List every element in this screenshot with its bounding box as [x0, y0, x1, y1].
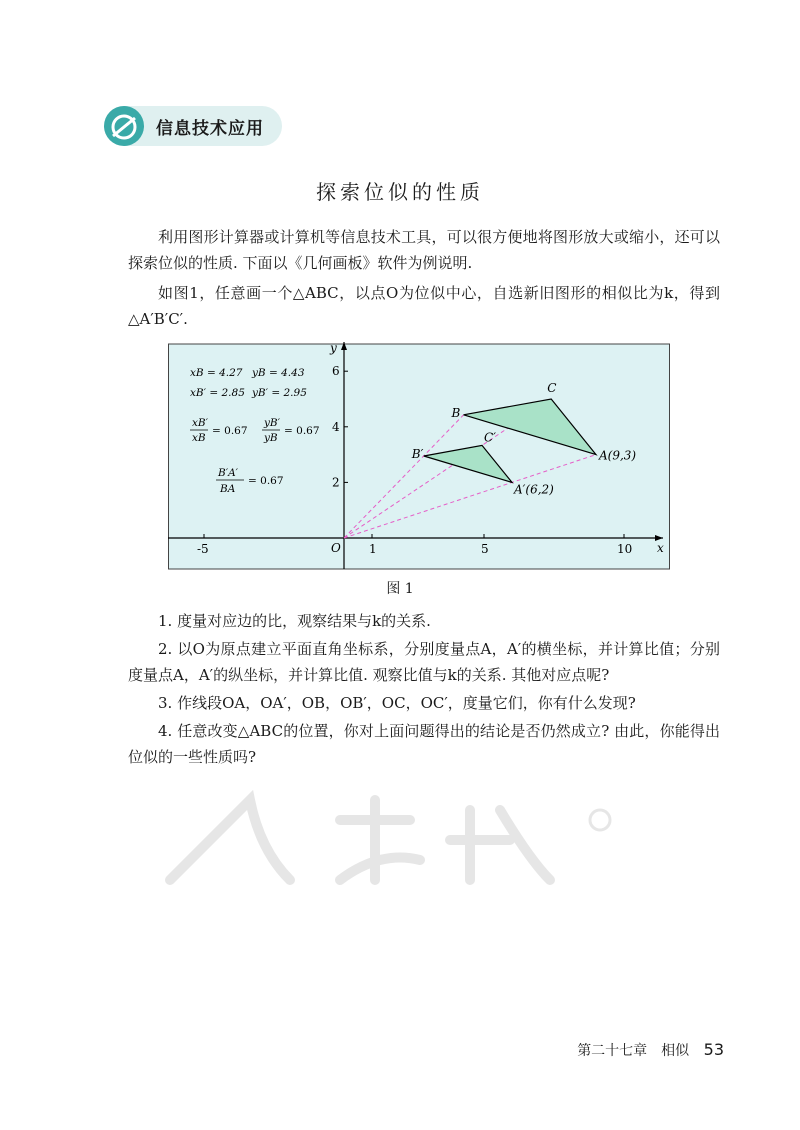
x-tick-label: 1 — [369, 542, 377, 556]
y-tick-label: 4 — [332, 419, 340, 434]
frac-x-num: xB′ — [192, 417, 209, 429]
measure-xB: xB = 4.27 — [190, 367, 243, 379]
point-label-b: B — [451, 405, 461, 420]
publisher-watermark — [150, 790, 630, 890]
page-footer — [577, 1040, 724, 1060]
question-list — [128, 608, 720, 772]
frac-seg-den: BA — [220, 483, 236, 495]
measure-yB: yB = 4.43 — [252, 367, 305, 379]
x-tick-label: -5 — [197, 542, 209, 556]
y-tick-label: 6 — [332, 364, 340, 379]
question-3: 3. 作线段OA，OA′，OB，OB′，OC，OC′，度量它们，你有什么发现? — [158, 694, 636, 712]
frac-y-den: yB — [264, 432, 278, 444]
intro-paragraph-1: 利用图形计算器或计算机等信息技术工具，可以很方便地将图形放大或缩小，还可以探索位似的性质. 下面以《几何画板》软件为例说明. — [128, 228, 720, 272]
chapter-title: 第二十七章 相似 — [577, 1043, 690, 1059]
section-badge — [104, 106, 282, 146]
ratio-y: = 0.67 — [284, 425, 320, 437]
frac-y-num: yB′ — [264, 417, 281, 429]
figure-caption: 图 1 — [386, 581, 414, 597]
intro-paragraph-2: 如图1，任意画一个△ABC，以点O为位似中心，自选新旧图形的相似比为k，得到△A′B′C′. — [128, 284, 720, 328]
point-label-b2: B′ — [411, 446, 424, 461]
point-label-a2: A′(6,2) — [514, 482, 554, 497]
y-axis-label: y — [330, 341, 337, 355]
origin-label: O — [331, 541, 341, 555]
x-tick-label: 5 — [481, 542, 489, 556]
page-title: 探索位似的性质 — [316, 180, 484, 204]
question-1: 1. 度量对应边的比，观察结果与k的关系. — [158, 612, 431, 630]
frac-x-den: xB — [192, 432, 206, 444]
x-axis-label: x — [657, 541, 664, 555]
point-label-c2: C′ — [484, 430, 496, 445]
frac-seg-num: B′A′ — [218, 467, 239, 479]
section-badge-label: 信息技术应用 — [156, 119, 264, 139]
measure-xB2: xB′ = 2.85 — [190, 387, 245, 399]
ratio-x: = 0.67 — [212, 425, 248, 437]
measure-yB2: yB′ = 2.95 — [252, 387, 307, 399]
geometry-figure — [168, 340, 670, 570]
question-4: 4. 任意改变△ABC的位置，你对上面问题得出的结论是否仍然成立? 由此，你能得出位似的一些性质吗? — [128, 722, 720, 766]
page-number: 53 — [703, 1040, 724, 1059]
point-label-a: A(9,3) — [599, 448, 637, 463]
question-2: 2. 以O为原点建立平面直角坐标系，分别度量点A，A′的横坐标，并计算比值；分别度量点A，A′的纵坐标，并计算比值. 观察比值与k的关系. 其他对应点呢? — [128, 640, 720, 684]
tech-swirl-icon — [104, 106, 144, 146]
ratio-seg: = 0.67 — [248, 475, 284, 487]
y-tick-label: 2 — [332, 475, 340, 490]
x-tick-label: 10 — [617, 542, 633, 556]
point-label-c: C — [547, 381, 557, 395]
